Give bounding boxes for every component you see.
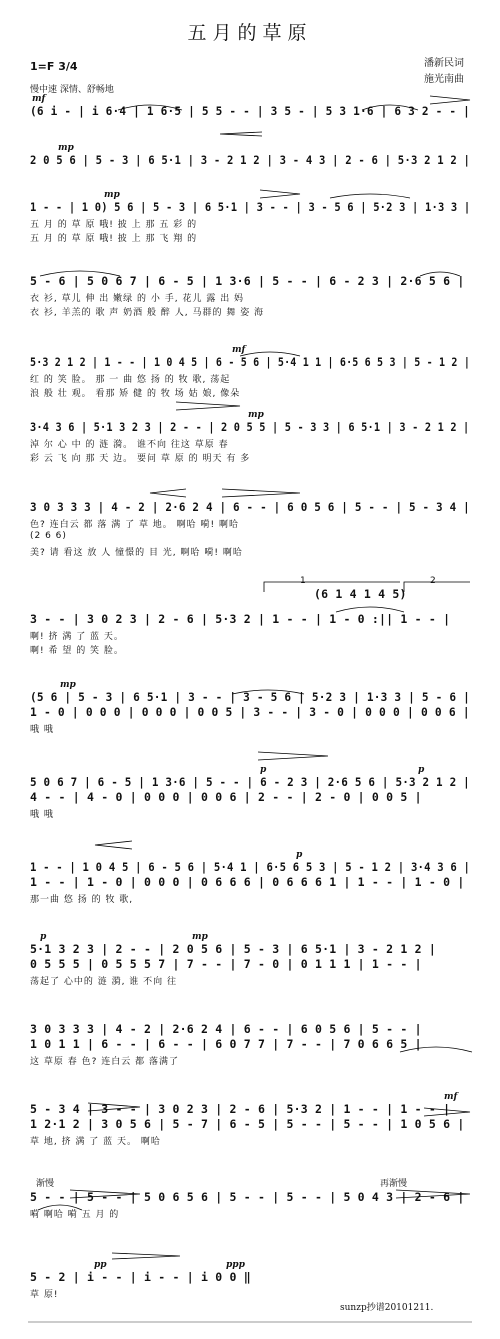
lyric-line: 啊! 挤 满 了 蓝 天。: [30, 632, 124, 642]
transcriber-credit: sunzp抄谱20101211.: [340, 1303, 434, 1313]
notation-line: 2 0 5 6 | 5 - 3 | 6 5·1 | 3 - 2 1 2 | 3 - 4 3 | 2 - 6 | 5·3 2 1 2 |: [30, 153, 471, 167]
notation-line: 4 - - | 4 - 0 | 0 0 0 | 0 0 6 | 2 - - | 2 - 0 | 0 0 5 |: [30, 790, 422, 804]
dynamic-marking: p: [296, 850, 303, 860]
composer-credit: 施光南曲: [424, 74, 464, 85]
lyric-line: 那一曲 悠 扬 的 牧 歌,: [30, 895, 134, 905]
notation-line: 1 - - | 1 0) 5 6 | 5 - 3 | 6 5·1 | 3 - - | 3 - 5 6 | 5·2 3 | 1·3 3 |: [30, 200, 471, 214]
dynamic-marking: p: [260, 765, 267, 775]
lyric-line: 草 地, 挤 满 了 蓝 天。 啊哈: [30, 1137, 161, 1147]
dynamic-marking: ppp: [226, 1260, 245, 1270]
dynamic-marking: mf: [32, 94, 46, 104]
expression-marking: 再渐慢: [380, 1179, 408, 1189]
lyric-line: 淖 尔 心 中 的 涟 漪。 谁不向 往这 草原 春: [30, 440, 229, 450]
notation-line: (6 i - | i 6·4 | 1 6·5 | 5 5 - - | 3 5 - | 5 3 1·6 | 6 3 2 - - |: [30, 104, 470, 118]
notation-line: 3·4 3 6 | 5·1 3 2 3 | 2 - - | 2 0 5 5 | 5 - 3 3 | 6 5·1 | 3 - 2 1 2 |: [30, 420, 470, 434]
key-signature: 1=F 3/4: [30, 60, 78, 73]
dynamic-marking: mp: [58, 143, 74, 153]
notation-line: (5 6 | 5 - 3 | 6 5·1 | 3 - - | 3 - 5 6 | 5·2 3 | 1·3 3 | 5 - 6 |: [30, 690, 470, 704]
notation-line: 3 0 3 3 3 | 4 - 2 | 2·6 2 4 | 6 - - | 6 0 5 6 | 5 - - |: [30, 1022, 422, 1036]
dynamic-marking: pp: [94, 1260, 107, 1270]
dynamic-marking: mp: [60, 680, 76, 690]
notation-line: 5 - 3 4 | 3 - - | 3 0 2 3 | 2 - 6 | 5·3 2 | 1 - - | 1 - - |: [30, 1102, 451, 1116]
notation-line: 5·3 2 1 2 | 1 - - | 1 0 4 5 | 6 - 5 6 | 5·4 1 1 | 6·5 6 5 3 | 5 - 1 2 |: [30, 355, 471, 369]
lyric-line: 五 月 的 草 原 哦! 披 上 那 飞 翔 的: [30, 234, 198, 244]
notation-line: 5 - - | 5 - - | 5 0 6 5 6 | 5 - - | 5 - - | 5 0 4 3 | 2 - 6 |: [30, 1190, 465, 1204]
notation-line: 3 0 3 3 3 | 4 - 2 | 2·6 2 4 | 6 - - | 6 0 5 6 | 5 - - | 5 - 3 4 |: [30, 500, 470, 514]
lyricist-credit: 潘新民词: [424, 58, 464, 69]
notation-line: 0 5 5 5 | 0 5 5 5 7 | 7 - - | 7 - 0 | 0 1 1 1 | 1 - - |: [30, 957, 422, 971]
notation-line: 5·1 3 2 3 | 2 - - | 2 0 5 6 | 5 - 3 | 6 5·1 | 3 - 2 1 2 |: [30, 942, 437, 956]
lyric-line: 美? 请 看这 放 人 憧憬的 目 光, 啊哈 嗬! 啊哈: [30, 548, 243, 558]
lyric-line: 五 月 的 草 原 哦! 披 上 那 五 彩 的: [30, 220, 198, 230]
notation-line: 5 - 2 | i - - | i - - | i 0 0 ‖: [30, 1270, 251, 1284]
lyric-line: (2 6 6): [30, 531, 67, 541]
lyric-line: 色? 连白云 都 落 满 了 草 地。 啊哈 嗬! 啊哈: [30, 520, 239, 530]
tempo-marking: 慢中速 深情、舒畅地: [30, 85, 114, 95]
volta-2-label: 2: [430, 576, 436, 586]
notation-line: 5 - 6 | 5 0 6 7 | 6 - 5 | 1 3·6 | 5 - - | 6 - 2 3 | 2·6 5 6 |: [30, 274, 465, 288]
notation-line: 1 - - | 1 - 0 | 0 0 0 | 0 6 6 6 | 0 6 6 6 1 | 1 - - | 1 - 0 |: [30, 875, 465, 889]
dynamic-marking: mf: [232, 345, 246, 355]
lyric-line: 这 草原 春 色? 连白云 都 落满了: [30, 1057, 179, 1067]
lyric-line: 草 原!: [30, 1290, 59, 1300]
lyric-line: 哦 哦: [30, 810, 54, 820]
notation-line: 1 - 0 | 0 0 0 | 0 0 0 | 0 0 5 | 3 - - | 3 - 0 | 0 0 0 | 0 0 6 |: [30, 705, 470, 719]
lyric-line: 浪 般 壮 观。 看那 矫 健 的 牧 场 姑 娘, 像朵: [30, 389, 241, 399]
song-title: 五月的草原: [187, 22, 313, 44]
notation-line: 1 - - | 1 0 4 5 | 6 - 5 6 | 5·4 1 | 6·5 6 5 3 | 5 - 1 2 | 3·4 3 6 |: [30, 860, 471, 874]
dynamic-marking: mp: [248, 410, 264, 420]
lyric-line: 啊! 希 望 的 笑 脸。: [30, 646, 124, 656]
lyric-line: 荡起了 心中的 涟 漪, 谁 不向 往: [30, 977, 178, 987]
expression-marking: 渐慢: [36, 1179, 55, 1189]
lyric-line: 衣 衫, 羊羔的 歌 声 奶酒 般 醉 人, 马群的 舞 姿 海: [30, 308, 265, 318]
lyric-line: 彩 云 飞 向 那 天 边。 要问 草 原 的 明天 有 多: [30, 454, 251, 464]
dynamic-marking: mp: [104, 190, 120, 200]
notation-line: 3 - - | 3 0 2 3 | 2 - 6 | 5·3 2 | 1 - - | 1 - 0 :|| 1 - - |: [30, 612, 451, 626]
volta-1-label: 1: [300, 576, 306, 586]
lyric-line: 哦 哦: [30, 725, 54, 735]
dynamic-marking: mp: [192, 932, 208, 942]
notation-line: 5 0 6 7 | 6 - 5 | 1 3·6 | 5 - - | 6 - 2 3 | 2·6 5 6 | 5·3 2 1 2 |: [30, 775, 470, 789]
lyric-line: 红 的 笑 脸。 那 一 曲 悠 扬 的 牧 歌, 荡起: [30, 375, 231, 385]
dynamic-marking: mf: [444, 1092, 458, 1102]
notation-line: 1 2·1 2 | 3 0 5 6 | 5 - 7 | 6 - 5 | 5 - - | 5 - - | 1 0 5 6 |: [30, 1117, 465, 1131]
dynamic-marking: p: [418, 765, 425, 775]
notation-line: 1 0 1 1 | 6 - - | 6 - - | 6 0 7 7 | 7 - - | 7 0 6 6 5 |: [30, 1037, 422, 1051]
dynamic-marking: p: [40, 932, 47, 942]
lyric-line: 嗬 啊哈 嗬 五 月 的: [30, 1210, 120, 1220]
lyric-line: 衣 衫, 草儿 伸 出 嫩绿 的 小 手, 花儿 露 出 妈: [30, 294, 245, 304]
upper-notation: (6 1 4 1 4 5): [314, 587, 407, 601]
